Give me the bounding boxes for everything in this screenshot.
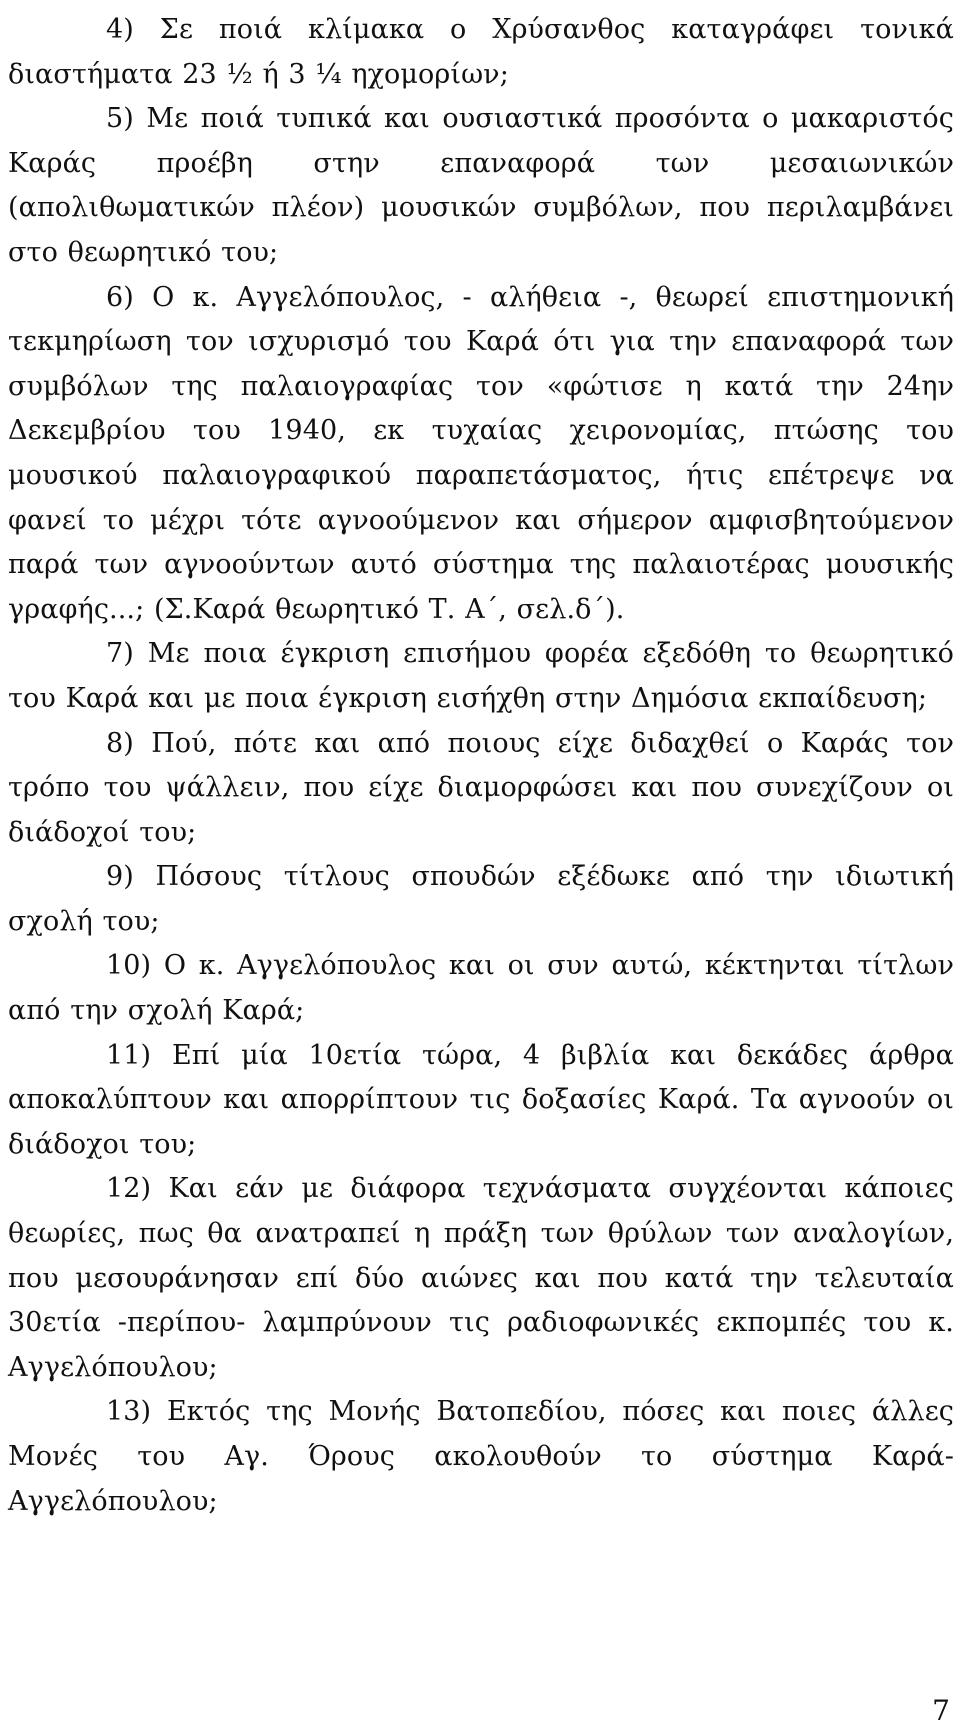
question-12-paragraph: 12) Και εάν με διάφορα τεχνάσματα συγχέονται κάποιες θεωρίες, πως θα ανατραπεί η πράξη των θρύλων των αναλογίων, που μεσουράνησαν επί δύο αιώνες και που κατά την τελευταία 30ετία -περίπου- λαμπρύνουν τις ραδιοφωνικές εκπομπές του κ. Αγγελόπουλου; xyxy=(8,1173,954,1383)
question-11-paragraph: 11) Επί μία 10ετία τώρα, 4 βιβλία και δεκάδες άρθρα αποκαλύπτουν και απορρίπτουν τις δοξασίες Καρά. Τα αγνοούν οι διάδοχοι του; xyxy=(8,1039,954,1160)
question-10-paragraph: 10) Ο κ. Αγγελόπουλος και οι συν αυτώ, κέκτηνται τίτλων από την σχολή Καρά; xyxy=(8,950,954,1027)
question-5-paragraph: 5) Με ποιά τυπικά και ουσιαστικά προσόντα ο μακαριστός Καράς προέβη στην επαναφορά των μεσαιωνικών (απολιθωματικών πλέον) μουσικών συμβόλων, που περιλαμβάνει στο θεωρητικό του; xyxy=(8,103,954,268)
document-page xyxy=(8,8,954,1524)
question-7-paragraph: 7) Με ποια έγκριση επισήμου φορέα εξεδόθη το θεωρητικό του Καρά και με ποια έγκριση εισήχθη στην Δημόσια εκπαίδευση; xyxy=(8,638,954,714)
question-9-paragraph: 9) Πόσους τίτλους σπουδών εξέδωκε από την ιδιωτική σχολή του; xyxy=(8,861,954,937)
page-number: 7 xyxy=(932,1694,950,1727)
question-6-paragraph: 6) Ο κ. Αγγελόπουλος, - αλήθεια -, θεωρεί επιστημονική τεκμηρίωση τον ισχυρισμό του Καρά ότι για την επαναφορά των συμβόλων της παλαιογραφίας τον «φώτισε η κατά την 24ην Δεκεμβρίου του 1940, εκ τυχαίας χειρονομίας, πτώσης του μουσικού παλαιογραφικού παραπετάσματος, ήτις επέτρεψε να φανεί το μέχρι τότε αγνοούμενον και σήμερον αμφισβητούμενον παρά των αγνοούντων αυτό σύστημα της παλαιοτέρας μουσικής γραφής...; (Σ.Καρά θεωρητικό Τ. Α΄, σελ.δ΄). xyxy=(8,281,954,625)
question-8-paragraph: 8) Πού, πότε και από ποιους είχε διδαχθεί ο Καράς τον τρόπο του ψάλλειν, που είχε διαμορφώσει και που συνεχίζουν οι διάδοχοί του; xyxy=(8,727,954,848)
question-13-paragraph: 13) Εκτός της Μονής Βατοπεδίου, πόσες και ποιες άλλες Μονές του Αγ. Όρους ακολουθούν το σύστημα Καρά-Αγγελόπουλου; xyxy=(8,1396,954,1517)
question-4-paragraph: 4) Σε ποιά κλίμακα ο Χρύσανθος καταγράφει τονικά διαστήματα 23 ½ ή 3 ¼ ηχομορίων; xyxy=(8,14,954,90)
